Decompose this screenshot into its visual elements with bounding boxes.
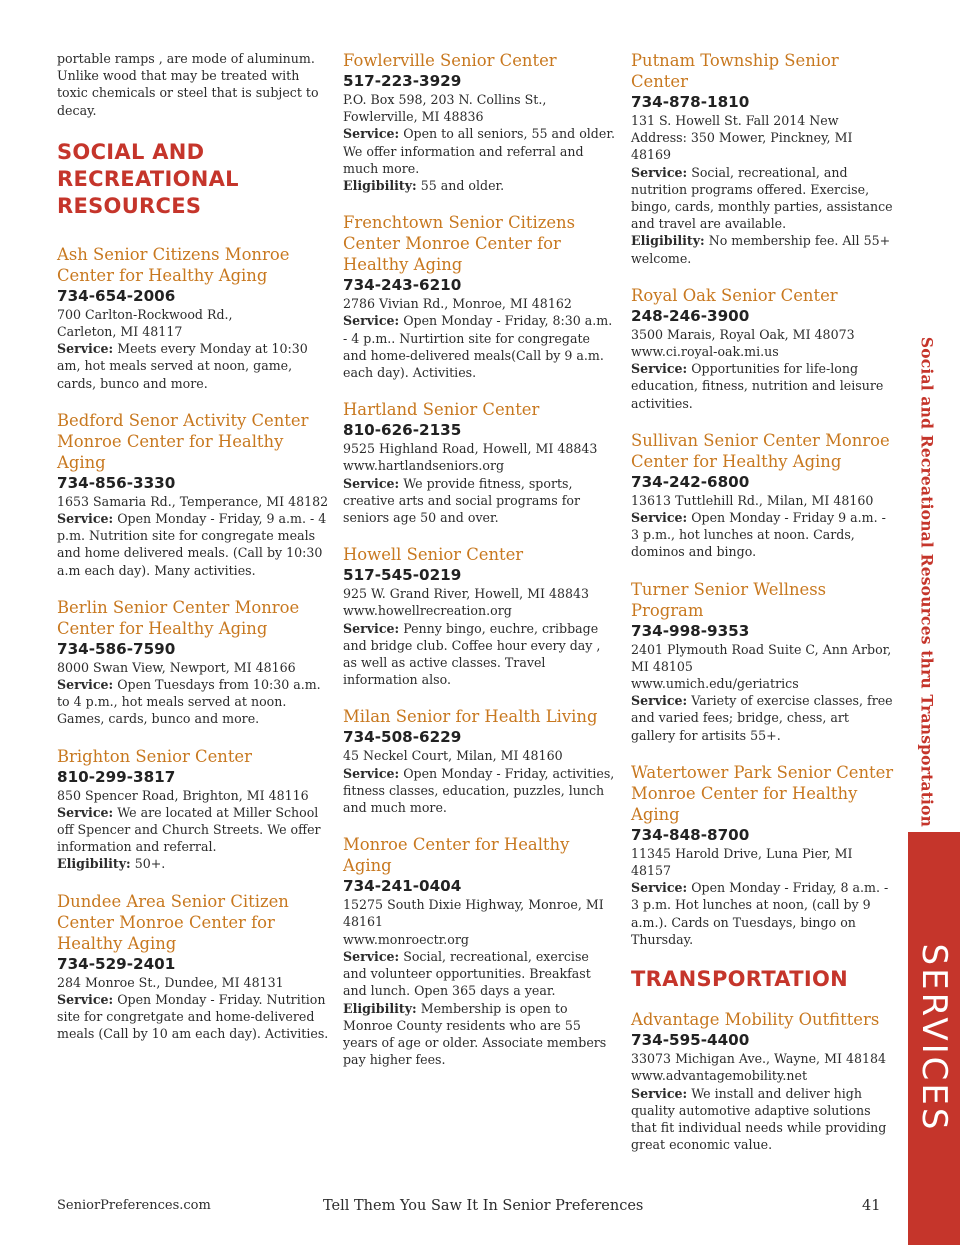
entry-detail-line bbox=[57, 323, 332, 340]
entry-phone: 734-508-6229 bbox=[343, 728, 462, 747]
entry-title: Dundee Area Senior Citizen Center Monroe Center for Healthy Aging bbox=[57, 891, 289, 953]
detail-label: Eligibility: bbox=[631, 233, 705, 249]
footer-website: SeniorPreferences.com bbox=[57, 1198, 211, 1213]
detail-text: 3500 Marais, Royal Oak, MI 48073 bbox=[631, 326, 855, 342]
entry-phone: 734-242-6800 bbox=[631, 472, 750, 491]
entry-detail-line bbox=[343, 1000, 615, 1069]
entry-phone: 734-595-4400 bbox=[631, 1031, 750, 1050]
entry-phone: 734-586-7590 bbox=[57, 639, 176, 658]
detail-text: www.ci.royal-oak.mi.us bbox=[631, 344, 779, 360]
entry-title: Watertower Park Senior Center Monroe Center for Healthy Aging bbox=[631, 762, 894, 824]
entry-title: Brighton Senior Center bbox=[57, 746, 252, 766]
entry-title: Howell Senior Center bbox=[343, 545, 524, 565]
detail-label: Service: bbox=[57, 341, 114, 357]
entry-phone: 810-626-2135 bbox=[343, 421, 462, 440]
entry-phone: 734-241-0404 bbox=[343, 877, 462, 896]
detail-text: We install and deliver high quality automotive adaptive solutions that fit individual needs while providing great economic value. bbox=[631, 1085, 887, 1153]
entry-detail-line bbox=[57, 855, 332, 872]
entry-detail-line bbox=[57, 804, 332, 856]
entry-detail-line bbox=[57, 510, 332, 579]
entry-detail-line bbox=[631, 845, 896, 879]
detail-text: www.advantagemobility.net bbox=[631, 1068, 808, 1084]
entry-detail-line bbox=[343, 475, 615, 527]
entry-detail-line bbox=[631, 343, 896, 360]
detail-label: Eligibility: bbox=[343, 178, 417, 194]
detail-text: www.monroectr.org bbox=[343, 931, 469, 947]
entry-title: Berlin Senior Center Monroe Center for Healthy Aging bbox=[57, 597, 300, 638]
detail-text: www.howellrecreation.org bbox=[343, 603, 512, 619]
detail-text: Open to all seniors, 55 and older. We offer information and referral and much more. bbox=[343, 126, 615, 176]
entry-list bbox=[343, 50, 615, 1068]
detail-text: We are located at Miller School off Spencer and Church Streets. We offer information and referral. bbox=[57, 804, 321, 855]
services-tab bbox=[908, 832, 960, 1245]
entry-detail-line bbox=[343, 747, 615, 764]
entry-detail-line bbox=[343, 177, 615, 194]
detail-label: Service: bbox=[343, 765, 400, 781]
entry-detail-line bbox=[343, 440, 615, 457]
detail-text: 2401 Plymouth Road Suite C, Ann Arbor, MI 48105 bbox=[631, 641, 892, 674]
detail-label: Service: bbox=[631, 361, 688, 377]
detail-text: 284 Monroe St., Dundee, MI 48131 bbox=[57, 974, 284, 990]
footer-tagline: Tell Them You Saw It In Senior Preferences bbox=[323, 1198, 644, 1214]
detail-label: Service: bbox=[343, 475, 400, 491]
detail-label: Service: bbox=[631, 164, 688, 180]
entry-title: Turner Senior Wellness Program bbox=[631, 579, 827, 620]
entry-detail-line bbox=[343, 948, 615, 1000]
detail-label: Service: bbox=[57, 804, 114, 820]
entry-detail-line bbox=[343, 125, 615, 177]
directory-entry bbox=[343, 212, 615, 381]
entry-detail-line bbox=[343, 765, 615, 817]
detail-label: Service: bbox=[631, 880, 688, 896]
entry-detail-line bbox=[631, 360, 896, 412]
entry-title: Fowlerville Senior Center bbox=[343, 51, 557, 70]
column-left bbox=[57, 50, 332, 1060]
detail-text: 850 Spencer Road, Brighton, MI 48116 bbox=[57, 787, 309, 803]
entry-detail-line bbox=[343, 457, 615, 474]
entry-title: Ash Senior Citizens Monroe Center for Healthy Aging bbox=[57, 244, 290, 285]
page-number: 41 bbox=[862, 1198, 881, 1214]
detail-label: Service: bbox=[631, 1085, 688, 1101]
directory-entry bbox=[631, 762, 896, 948]
detail-text: 2786 Vivian Rd., Monroe, MI 48162 bbox=[343, 296, 572, 312]
entry-list bbox=[631, 1009, 896, 1153]
detail-label: Service: bbox=[57, 677, 114, 693]
directory-entry bbox=[57, 597, 332, 728]
entry-phone: 517-545-0219 bbox=[343, 566, 462, 585]
entry-detail-line bbox=[343, 295, 615, 312]
detail-text: Social, recreational, exercise and volunteer opportunities. Breakfast and lunch. Open 365 days a year. bbox=[343, 948, 591, 999]
entry-detail-line bbox=[631, 879, 896, 948]
entry-title: Bedford Senor Activity Center Monroe Center for Healthy Aging bbox=[57, 410, 309, 472]
detail-label: Service: bbox=[57, 991, 114, 1007]
detail-text: Open Monday - Friday, activities, fitness classes, education, puzzles, lunch and much more. bbox=[343, 765, 615, 816]
directory-entry bbox=[631, 50, 896, 267]
entry-detail-line bbox=[631, 112, 896, 164]
entry-list bbox=[631, 50, 896, 948]
entry-phone: 248-246-3900 bbox=[631, 306, 750, 325]
directory-entry bbox=[57, 244, 332, 392]
entry-phone: 734-529-2401 bbox=[57, 954, 176, 973]
detail-text: Meets every Monday at 10:30 am, hot meals served at noon, game, cards, bunco and more. bbox=[57, 341, 308, 391]
detail-text: No membership fee. All 55+ welcome. bbox=[631, 233, 891, 266]
entry-phone: 734-878-1810 bbox=[631, 93, 750, 111]
entry-detail-line bbox=[57, 991, 332, 1043]
detail-text: 13613 Tuttlehill Rd., Milan, MI 48160 bbox=[631, 492, 874, 508]
detail-text: P.O. Box 598, 203 N. Collins St., Fowlerville, MI 48836 bbox=[343, 92, 547, 125]
directory-entry bbox=[343, 50, 615, 194]
entry-detail-line bbox=[631, 232, 896, 266]
entry-title: Royal Oak Senior Center bbox=[631, 285, 838, 305]
detail-label: Service: bbox=[631, 510, 688, 526]
side-section-label: Social and Recreational Resources thru Transportation bbox=[917, 336, 937, 828]
entry-phone: 517-223-3929 bbox=[343, 72, 462, 90]
entry-title: Monroe Center for Healthy Aging bbox=[343, 835, 570, 876]
intro-text: portable ramps , are mode of aluminum. Unlike wood that may be treated with toxic chemicals or steel that is subject to decay. bbox=[57, 51, 319, 118]
entry-detail-line bbox=[631, 1067, 896, 1084]
entry-detail-line bbox=[343, 91, 615, 125]
detail-text: 9525 Highland Road, Howell, MI 48843 bbox=[343, 441, 598, 457]
detail-label: Eligibility: bbox=[57, 856, 131, 872]
directory-entry bbox=[631, 579, 896, 744]
detail-text: Open Monday - Friday, 9 a.m. - 4 p.m. Nutrition site for congregate meals and home delivered meals. (Call by 10:30 a.m each day). Many activities. bbox=[57, 511, 327, 578]
detail-text: 1653 Samaria Rd., Temperance, MI 48182 bbox=[57, 493, 329, 509]
directory-entry bbox=[631, 285, 896, 412]
detail-text: Open Monday - Friday, 8:30 a.m. - 4 p.m.. Nurtirtion site for congregate and home-delivered meals(Call by 9 a.m. each day). Activities. bbox=[343, 313, 613, 381]
entry-detail-line bbox=[343, 585, 615, 602]
detail-text: Variety of exercise classes, free and varied fees; bridge, chess, art gallery for artisits 55+. bbox=[631, 693, 893, 743]
detail-text: Social, recreational, and nutrition programs offered. Exercise, bingo, cards, monthly parties, assistance and travel are available. bbox=[631, 164, 893, 232]
entry-title: Sullivan Senior Center Monroe Center for Healthy Aging bbox=[631, 430, 890, 471]
services-tab-label: SERVICES bbox=[914, 943, 954, 1133]
detail-text: Penny bingo, euchre, cribbage and bridge club. Coffee hour every day , as well as active classes. Travel information also. bbox=[343, 620, 601, 688]
entry-detail-line bbox=[631, 164, 896, 233]
entry-phone: 734-654-2006 bbox=[57, 286, 176, 305]
entry-detail-line bbox=[631, 326, 896, 343]
detail-text: We provide fitness, sports, creative arts and social programs for seniors age 50 and over. bbox=[343, 475, 581, 526]
entry-detail-line bbox=[57, 306, 332, 323]
detail-label: Service: bbox=[57, 511, 114, 527]
detail-label: Service: bbox=[343, 620, 400, 636]
section-heading-social: SOCIAL AND RECREATIONAL RESOURCES bbox=[57, 139, 239, 218]
entry-phone: 734-243-6210 bbox=[343, 276, 462, 295]
detail-text: 55 and older. bbox=[416, 178, 505, 194]
entry-detail-line bbox=[57, 787, 332, 804]
entry-phone: 734-848-8700 bbox=[631, 825, 750, 844]
detail-text: www.umich.edu/geriatrics bbox=[631, 676, 799, 692]
detail-text: Open Monday - Friday. Nutrition site for congretgate and home-delivered meals (Call by 10 am each day). Activities. bbox=[57, 991, 329, 1042]
directory-entry bbox=[631, 1009, 896, 1153]
detail-text: 131 S. Howell St. Fall 2014 New Address: 350 Mower, Pinckney, MI 48169 bbox=[631, 113, 853, 163]
entry-title: Advantage Mobility Outfitters bbox=[631, 1010, 880, 1030]
directory-entry bbox=[343, 544, 615, 688]
entry-detail-line bbox=[343, 602, 615, 619]
directory-entry bbox=[343, 706, 615, 816]
detail-text: Membership is open to Monroe County residents who are 55 years of age or older. Associate members pay higher fees. bbox=[343, 1000, 607, 1068]
entry-detail-line bbox=[631, 692, 896, 744]
detail-text: 8000 Swan View, Newport, MI 48166 bbox=[57, 659, 296, 675]
entry-phone: 734-998-9353 bbox=[631, 621, 750, 640]
entry-detail-line bbox=[57, 493, 332, 510]
detail-label: Service: bbox=[343, 948, 400, 964]
entry-title: Putnam Township Senior Center bbox=[631, 51, 839, 91]
detail-text: 15275 South Dixie Highway, Monroe, MI 48161 bbox=[343, 897, 604, 930]
entry-detail-line bbox=[343, 896, 615, 930]
entry-detail-line bbox=[57, 974, 332, 991]
detail-label: Eligibility: bbox=[343, 1000, 417, 1016]
column-right bbox=[631, 50, 896, 1171]
detail-text: Opportunities for life-long education, fitness, nutrition and leisure activities. bbox=[631, 361, 884, 411]
entry-title: Milan Senior for Health Living bbox=[343, 707, 598, 727]
detail-text: 45 Neckel Court, Milan, MI 48160 bbox=[343, 748, 563, 764]
detail-label: Service: bbox=[343, 126, 400, 142]
detail-label: Service: bbox=[631, 693, 688, 709]
directory-entry bbox=[343, 399, 615, 526]
entry-detail-line bbox=[631, 1085, 896, 1154]
detail-text: Open Monday - Friday, 8 a.m. - 3 p.m. Hot lunches at noon, (call by 9 a.m.). Cards on Tuesdays, bingo on Thursday. bbox=[631, 880, 889, 947]
directory-entry bbox=[343, 834, 615, 1068]
entry-detail-line bbox=[57, 676, 332, 728]
detail-label: Service: bbox=[343, 313, 400, 329]
entry-detail-line bbox=[631, 509, 896, 561]
detail-text: 11345 Harold Drive, Luna Pier, MI 48157 bbox=[631, 845, 853, 879]
column-middle bbox=[343, 50, 615, 1086]
entry-detail-line bbox=[631, 641, 896, 675]
entry-detail-line bbox=[57, 340, 332, 392]
detail-text: Open Tuesdays from 10:30 a.m. to 4 p.m., hot meals served at noon. Games, cards, bunco and more. bbox=[57, 677, 321, 727]
entry-phone: 810-299-3817 bbox=[57, 767, 176, 786]
detail-text: 925 W. Grand River, Howell, MI 48843 bbox=[343, 586, 590, 602]
entry-detail-line bbox=[343, 931, 615, 948]
directory-entry bbox=[57, 891, 332, 1043]
directory-entry bbox=[57, 746, 332, 873]
entry-detail-line bbox=[631, 675, 896, 692]
detail-text: www.hartlandseniors.org bbox=[343, 458, 505, 474]
directory-entry bbox=[631, 430, 896, 561]
section-heading-transportation: TRANSPORTATION bbox=[631, 967, 848, 992]
detail-text: Carleton, MI 48117 bbox=[57, 324, 183, 340]
directory-entry bbox=[57, 410, 332, 579]
entry-phone: 734-856-3330 bbox=[57, 473, 176, 492]
detail-text: Open Monday - Friday 9 a.m. - 3 p.m., hot lunches at noon. Cards, dominos and bingo. bbox=[631, 510, 886, 560]
entry-detail-line bbox=[631, 492, 896, 509]
detail-text: 33073 Michigan Ave., Wayne, MI 48184 bbox=[631, 1051, 887, 1067]
detail-text: 700 Carlton-Rockwood Rd., bbox=[57, 306, 233, 322]
entry-detail-line bbox=[631, 1050, 896, 1067]
entry-title: Hartland Senior Center bbox=[343, 400, 540, 420]
entry-detail-line bbox=[57, 659, 332, 676]
entry-list bbox=[57, 244, 332, 1043]
entry-detail-line bbox=[343, 620, 615, 689]
detail-text: 50+. bbox=[130, 856, 166, 872]
entry-title: Frenchtown Senior Citizens Center Monroe Center for Healthy Aging bbox=[343, 213, 576, 275]
entry-detail-line bbox=[343, 312, 615, 381]
